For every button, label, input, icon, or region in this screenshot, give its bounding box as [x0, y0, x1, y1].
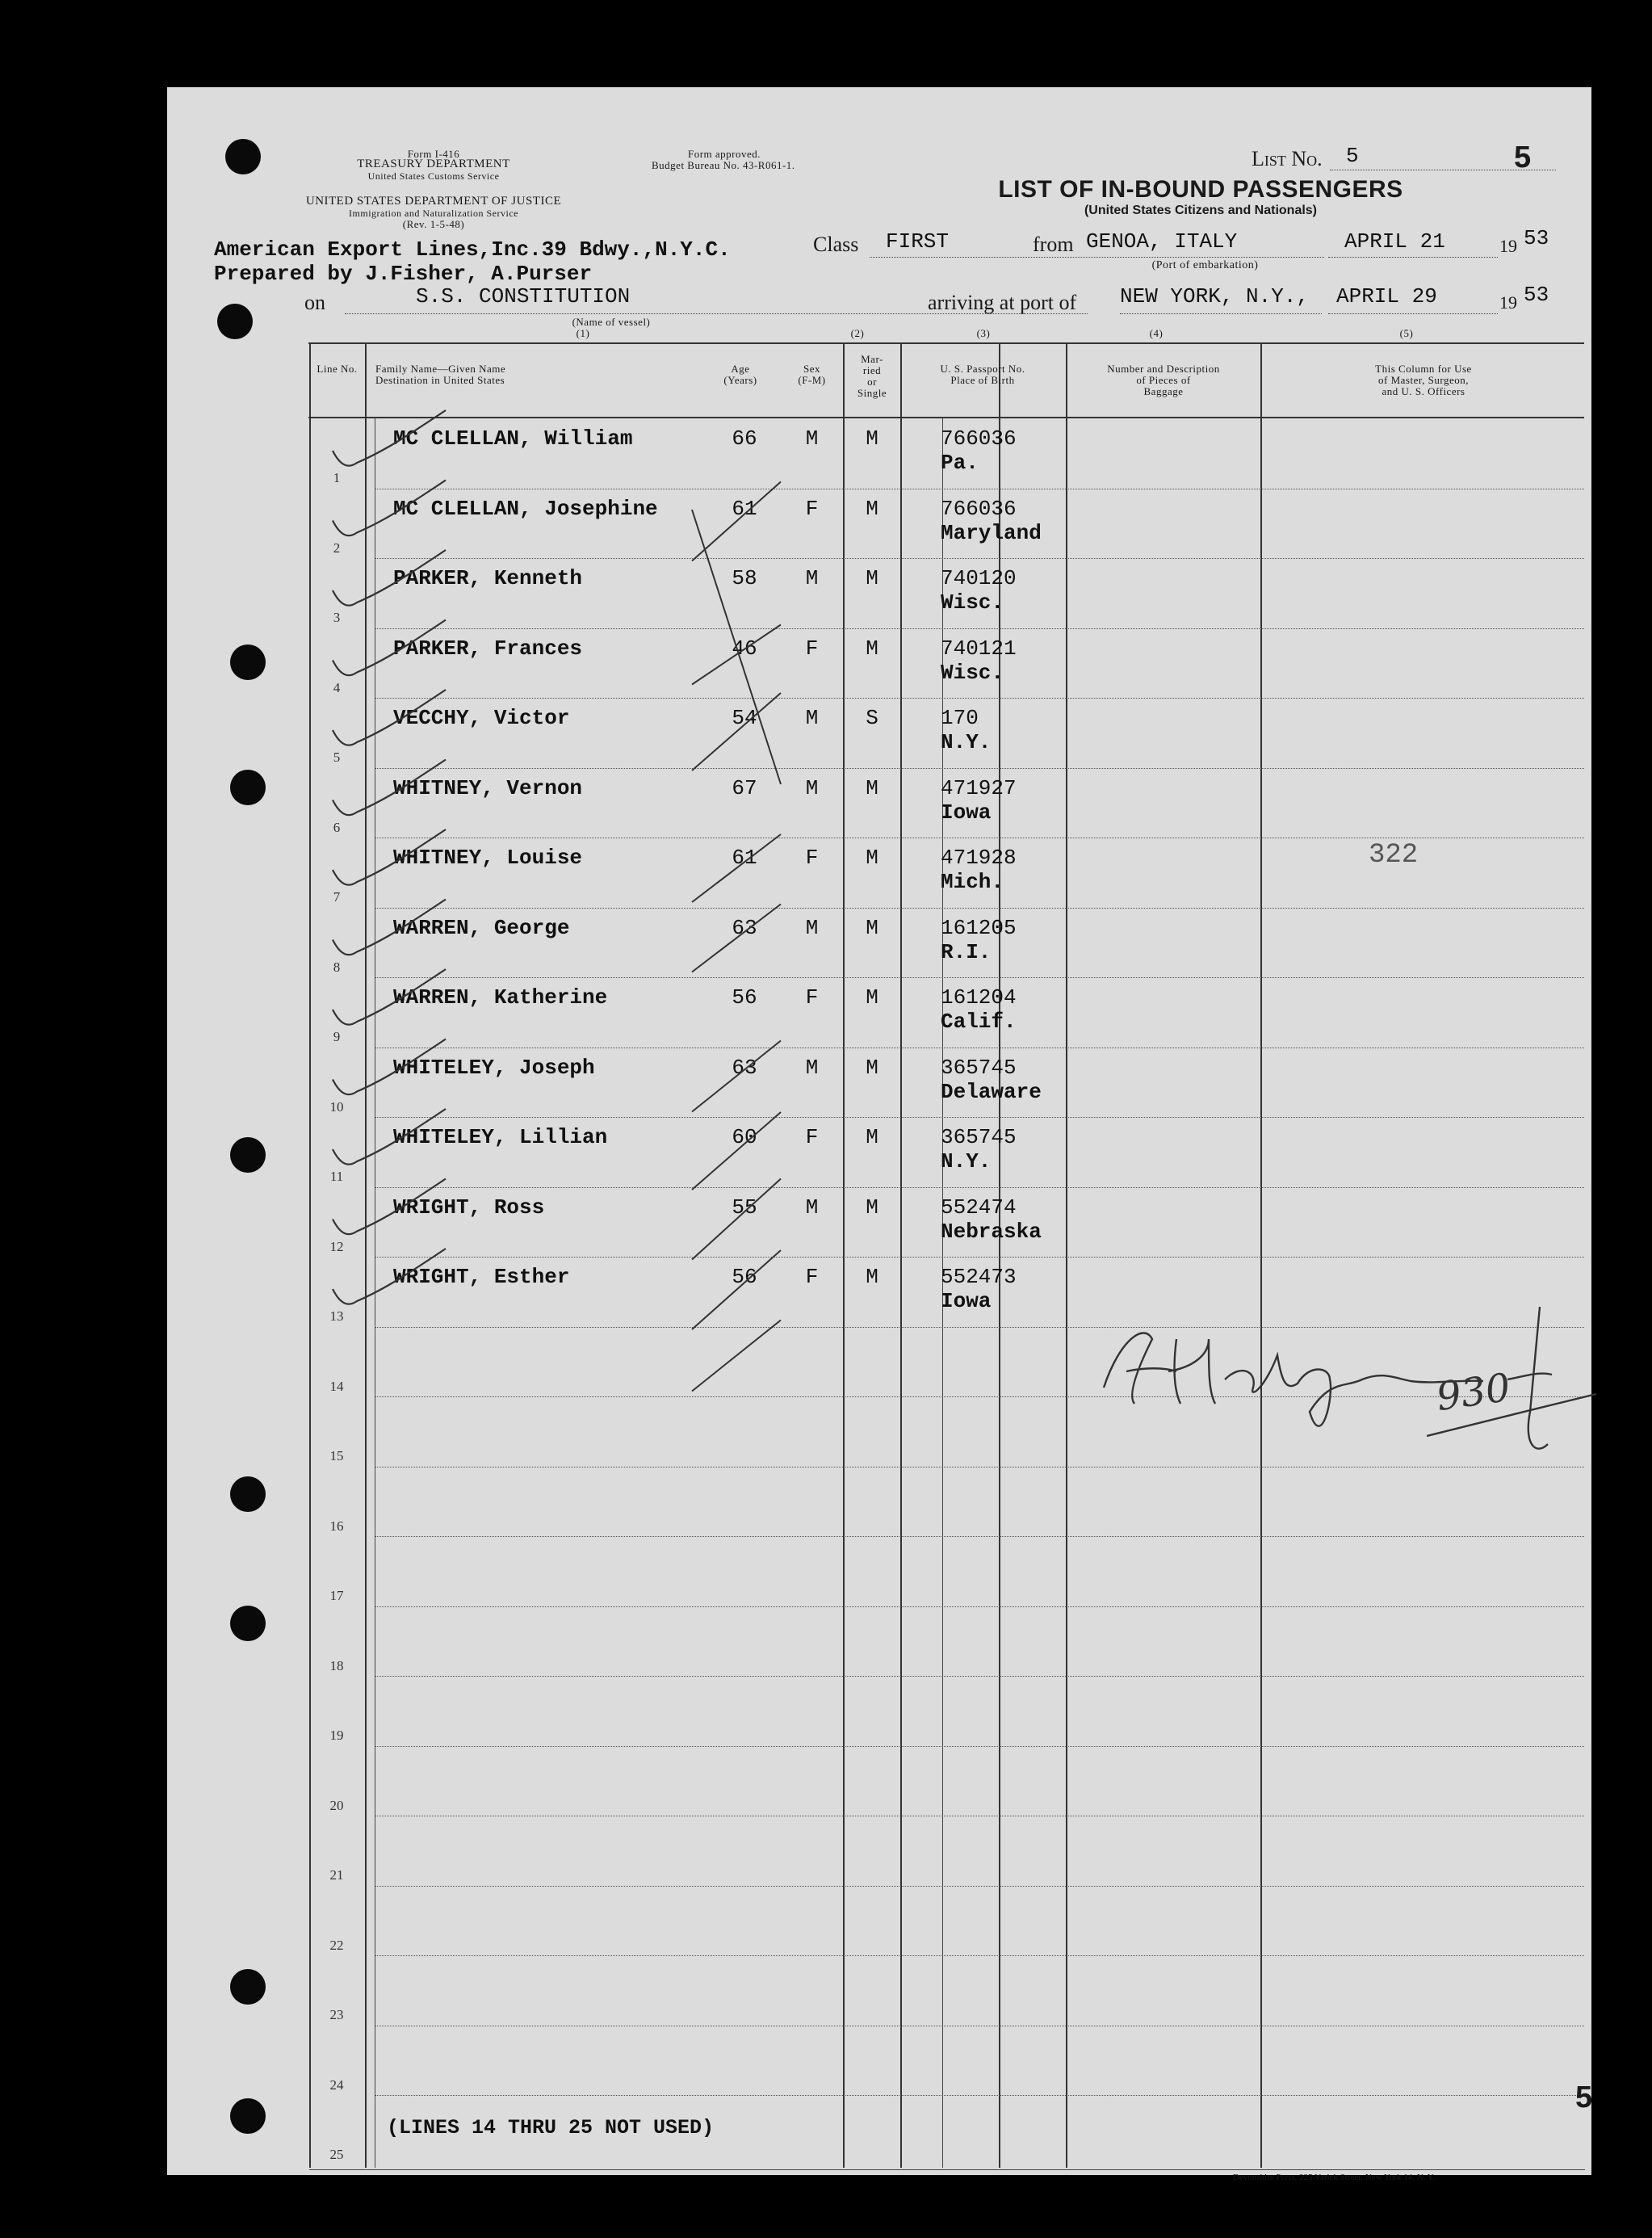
punch-hole: [217, 304, 253, 339]
passenger-age: 56: [732, 1265, 757, 1289]
stamp-number: 322: [1369, 840, 1419, 871]
line-number: 3: [333, 610, 341, 625]
arrival-year: 53: [1524, 283, 1549, 307]
place-of-birth: Maryland: [941, 520, 1042, 545]
passport-number: 740121: [941, 636, 1017, 661]
passenger-age: 55: [732, 1195, 757, 1220]
line-number: 17: [329, 1588, 344, 1603]
year-prefix: 19: [1499, 236, 1517, 256]
passenger-age: 61: [732, 846, 757, 870]
tally-slash: [692, 1179, 781, 1260]
printer-imprint: Devonshire Press, 225 Varick Street, New York 14, N. Y.: [1233, 2173, 1436, 2182]
passport-number: 552474: [941, 1195, 1017, 1220]
passenger-sex: F: [805, 636, 819, 661]
manifest-sheet: [167, 87, 1593, 2182]
place-of-birth: Wisc.: [941, 660, 1004, 685]
passenger-marital-status: M: [866, 775, 878, 800]
row-separator: [375, 698, 1584, 699]
form-title: LIST OF IN-BOUND PASSENGERS: [998, 176, 1403, 203]
passenger-marital-status: M: [866, 1125, 878, 1149]
place-of-birth: Calif.: [941, 1010, 1017, 1034]
passport-number: 365745: [941, 1055, 1017, 1080]
passenger-age: 67: [732, 775, 757, 800]
place-of-birth: Delaware: [941, 1079, 1042, 1104]
row-separator: [375, 1676, 1584, 1677]
line-number: 2: [333, 540, 341, 556]
tally-slash: [692, 1321, 781, 1392]
place-of-birth: Iowa: [941, 1289, 992, 1313]
punch-hole: [230, 1476, 266, 1512]
line-number: 11: [329, 1169, 344, 1184]
arrival-port: NEW YORK, N.Y.,: [1120, 284, 1310, 309]
arrival-date: APRIL 29: [1336, 284, 1437, 309]
passport-number: 161204: [941, 985, 1017, 1010]
passenger-sex: F: [805, 846, 819, 870]
line-number: 20: [329, 1797, 344, 1813]
passenger-age: 58: [732, 566, 757, 590]
row-separator: [375, 558, 1584, 559]
line-number: 7: [333, 889, 341, 905]
passenger-marital-status: M: [866, 915, 878, 940]
punch-hole: [230, 1969, 266, 2005]
tally-slash: [692, 693, 781, 770]
depart-date-field: [1328, 229, 1498, 258]
list-no-label: List No.: [1252, 147, 1323, 170]
line-number: 19: [329, 1728, 344, 1743]
passenger-name: MC CLELLAN, William: [393, 426, 633, 451]
line-number: 4: [333, 679, 341, 695]
vessel-note: (Name of vessel): [572, 316, 651, 328]
embark-note: (Port of embarkation): [1151, 259, 1259, 271]
table-header-rule: [308, 417, 1584, 418]
line-number: 9: [333, 1029, 341, 1044]
passenger-sex: M: [805, 426, 819, 451]
year-prefix: 19: [1499, 292, 1517, 313]
passport-number: 552473: [941, 1265, 1017, 1289]
passenger-sex: F: [805, 1265, 819, 1289]
table-top-border: [308, 342, 1584, 344]
passenger-sex: M: [805, 1195, 819, 1220]
place-of-birth: Nebraska: [941, 1219, 1042, 1244]
row-separator: [375, 1536, 1584, 1537]
tally-slash: [692, 482, 781, 561]
place-of-birth: R.I.: [941, 939, 992, 964]
line-number: 15: [329, 1448, 344, 1463]
col-header-officers: This Column for Use of Master, Surgeon, and U. S. Officers: [1375, 363, 1472, 397]
row-separator: [375, 2095, 1584, 2096]
passenger-marital-status: M: [866, 426, 878, 451]
passenger-name: WHITELEY, Joseph: [393, 1055, 595, 1080]
passenger-marital-status: M: [866, 846, 878, 870]
col-rule: [1260, 342, 1262, 2168]
prepared-by: Prepared by J.Fisher, A.Purser: [214, 262, 593, 286]
place-of-birth: Pa.: [941, 451, 979, 475]
line-number: 6: [333, 819, 341, 835]
passenger-sex: M: [805, 915, 819, 940]
depart-year: 53: [1524, 226, 1549, 250]
form-subtitle: (United States Citizens and Nationals): [1084, 204, 1318, 217]
col-header-name: Family Name—Given Name Destination in United States: [375, 363, 506, 386]
revision: (Rev. 1-5-48): [402, 218, 465, 230]
company-line: American Export Lines,Inc.39 Bdwy.,N.Y.C.: [214, 237, 731, 262]
list-no-value: 5: [1346, 144, 1359, 168]
passport-number: 161205: [941, 915, 1017, 940]
col-rule: [309, 342, 311, 2168]
on-label: on: [304, 291, 325, 314]
line-number: 1: [333, 470, 341, 485]
col-rule: [1066, 342, 1067, 2168]
col-header-line: Line No.: [317, 363, 358, 375]
passport-number: 365745: [941, 1125, 1017, 1149]
passport-number: 471928: [941, 846, 1017, 870]
from-value: GENOA, ITALY: [1086, 229, 1238, 254]
passenger-sex: M: [805, 1055, 819, 1080]
line-number: 5: [333, 749, 341, 765]
passenger-age: 56: [732, 985, 757, 1010]
col-number-5: (5): [1399, 327, 1414, 339]
from-field: [1086, 229, 1324, 258]
passenger-age: 54: [732, 706, 757, 730]
passenger-marital-status: M: [866, 496, 878, 521]
line-number: 13: [329, 1308, 344, 1324]
passenger-name: WRIGHT, Ross: [393, 1195, 545, 1220]
passenger-age: 63: [732, 1055, 757, 1080]
row-separator: [375, 628, 1584, 629]
line-number: 22: [329, 1937, 344, 1953]
tally-slash: [692, 1112, 781, 1190]
passenger-name: WHITNEY, Louise: [393, 846, 583, 870]
passenger-sex: M: [805, 566, 819, 590]
signature-underline: [1427, 1388, 1604, 1444]
tally-slash: [692, 1250, 781, 1329]
place-of-birth: Iowa: [941, 800, 992, 825]
punch-hole: [230, 645, 266, 680]
row-separator: [375, 1886, 1584, 1887]
passenger-sex: M: [805, 706, 819, 730]
passenger-name: WHITNEY, Vernon: [393, 775, 583, 800]
punch-hole: [225, 139, 261, 174]
col-rule: [843, 342, 845, 2168]
place-of-birth: Mich.: [941, 870, 1004, 894]
line-number: 18: [329, 1657, 344, 1673]
form-number: Form I-416: [407, 148, 460, 160]
punch-hole: [230, 1606, 266, 1641]
from-label: from: [1033, 233, 1074, 256]
list-no-field: [1330, 141, 1556, 174]
line-number: 8: [333, 959, 341, 975]
row-separator: [375, 1606, 1584, 1607]
list-no-stamp: 5: [1514, 141, 1532, 174]
passenger-name: VECCHY, Victor: [393, 706, 570, 730]
passenger-name: WHITELEY, Lillian: [393, 1125, 608, 1149]
col-rule: [999, 342, 1000, 2168]
justice-dept: UNITED STATES DEPARTMENT OF JUSTICE: [305, 195, 562, 208]
line-number: 14: [329, 1378, 344, 1394]
form-approved: Form approved.: [687, 148, 761, 160]
passport-number: 170: [941, 706, 979, 730]
col-number-3: (3): [976, 327, 991, 339]
row-separator: [375, 908, 1584, 909]
line-number: 21: [329, 1867, 344, 1883]
arriving-label: arriving at port of: [928, 291, 1077, 314]
line-number: 23: [329, 2007, 344, 2022]
handwritten-number: 930: [1433, 1364, 1514, 1421]
passenger-name: PARKER, Kenneth: [393, 566, 583, 590]
vessel-name: S.S. CONSTITUTION: [416, 284, 631, 309]
passenger-sex: F: [805, 985, 819, 1010]
passenger-name: PARKER, Frances: [393, 636, 583, 661]
place-of-birth: N.Y.: [941, 730, 992, 754]
passenger-marital-status: M: [866, 1055, 878, 1080]
line-number: 10: [329, 1098, 344, 1115]
treasury-dept: TREASURY DEPARTMENT: [357, 157, 510, 170]
passenger-age: 66: [732, 426, 757, 451]
passenger-age: 46: [732, 636, 757, 661]
passenger-name: WARREN, Katherine: [393, 985, 608, 1010]
passenger-age: 61: [732, 496, 757, 521]
passenger-marital-status: M: [866, 1265, 878, 1289]
arrival-date-field: [1328, 284, 1498, 314]
row-separator: [375, 768, 1584, 769]
col-rule: [900, 342, 902, 2168]
punch-hole: [230, 2098, 266, 2134]
row-separator: [375, 1955, 1584, 1956]
line-number: 16: [329, 1518, 344, 1534]
passenger-marital-status: M: [866, 636, 878, 661]
table-bottom-border: [309, 2169, 1585, 2170]
place-of-birth: N.Y.: [941, 1149, 992, 1174]
col-number-2: (2): [850, 327, 865, 339]
customs-service: United States Customs Service: [367, 170, 500, 182]
row-separator: [375, 1187, 1584, 1188]
row-separator: [375, 1746, 1584, 1747]
line-number: 24: [329, 2076, 344, 2093]
arrival-port-field: [1120, 284, 1322, 314]
passport-number: 766036: [941, 496, 1017, 521]
col-header-married: Mar- ried or Single: [857, 353, 887, 399]
class-label: Class: [813, 233, 859, 256]
col-number-1: (1): [576, 327, 590, 339]
passenger-marital-status: S: [866, 706, 878, 730]
passenger-marital-status: M: [866, 985, 878, 1010]
passenger-name: WRIGHT, Esther: [393, 1265, 570, 1289]
col-header-passport: U. S. Passport No. Place of Birth: [940, 363, 1025, 386]
line-number: 12: [329, 1238, 344, 1254]
punch-hole: [230, 770, 266, 805]
page-number: 5: [1575, 2081, 1593, 2114]
passenger-sex: F: [805, 496, 819, 521]
col-header-baggage: Number and Description of Pieces of Baggage: [1107, 363, 1220, 397]
ins-service: Immigration and Naturalization Service: [349, 208, 518, 219]
unused-lines-note: (LINES 14 THRU 25 NOT USED): [387, 2116, 715, 2139]
passport-number: 740120: [941, 566, 1017, 590]
row-separator: [375, 1257, 1584, 1258]
budget-bureau: Budget Bureau No. 43-R061-1.: [652, 159, 795, 171]
passport-number: 766036: [941, 426, 1017, 451]
passenger-name: WARREN, George: [393, 915, 570, 940]
row-separator: [375, 977, 1584, 978]
punch-hole: [230, 1137, 266, 1173]
passenger-marital-status: M: [866, 1195, 878, 1220]
col-header-age: Age (Years): [723, 363, 757, 386]
col-number-4: (4): [1149, 327, 1164, 339]
passenger-sex: M: [805, 775, 819, 800]
col-header-sex: Sex (F-M): [798, 363, 826, 386]
passenger-marital-status: M: [866, 566, 878, 590]
place-of-birth: Wisc.: [941, 590, 1004, 615]
passport-number: 471927: [941, 775, 1017, 800]
line-number: 25: [329, 2147, 344, 2162]
passenger-age: 60: [732, 1125, 757, 1149]
passenger-name: MC CLELLAN, Josephine: [393, 496, 658, 521]
row-separator: [375, 1117, 1584, 1118]
depart-date: APRIL 21: [1344, 229, 1445, 254]
passenger-sex: F: [805, 1125, 819, 1149]
col-rule: [365, 342, 367, 2168]
class-value: FIRST: [886, 229, 950, 254]
passenger-age: 63: [732, 915, 757, 940]
